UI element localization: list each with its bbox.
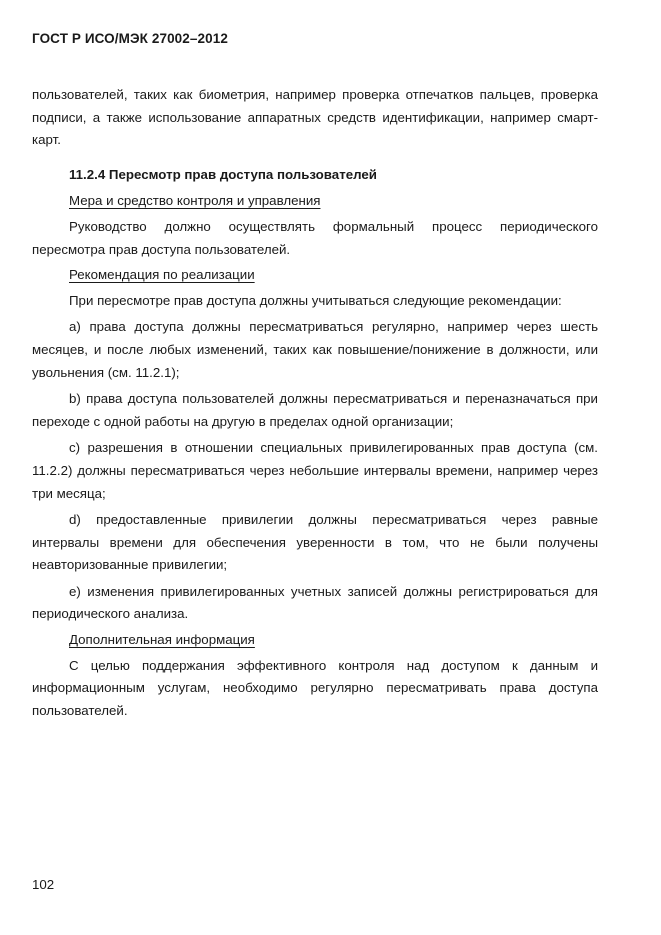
control-label: Мера и средство контроля и управления (69, 193, 321, 209)
list-item-a: a) права доступа должны пересматриваться регулярно, например через шесть месяцев, и после любых изменений, таких как повышение/понижение в должности, или увольнения (см. 11.2.1); (32, 319, 598, 380)
guidance-label: Рекомендация по реализации (69, 267, 255, 283)
intro-paragraph: пользователей, таких как биометрия, например проверка отпечатков пальцев, проверка подписи, а также использование аппаратных средств идентификации, например смарт-карт. (32, 87, 598, 148)
section-title: 11.2.4 Пересмотр прав доступа пользователей (69, 166, 377, 182)
guidance-lead-paragraph: При пересмотре прав доступа должны учитываться следующие рекомендации: (69, 292, 562, 308)
list-item-e: e) изменения привилегированных учетных записей должны регистрироваться для периодического анализа. (32, 583, 598, 622)
page-number: 102 (32, 877, 55, 892)
control-paragraph: Руководство должно осуществлять формальный процесс периодического пересмотра прав доступа пользователей. (32, 218, 598, 257)
list-item-b: b) права доступа пользователей должны пересматриваться и переназначаться при переходе с одной работы на другую в пределах одной организации; (32, 391, 598, 429)
info-paragraph: С целью поддержания эффективного контроля над доступом к данным и информационным услугам, необходимо регулярно пересматривать права доступа пользователей. (32, 657, 598, 718)
info-subheading (32, 629, 598, 652)
info-label: Дополнительная информация (69, 632, 255, 648)
guidance-subheading (32, 264, 598, 287)
control-subheading (32, 190, 598, 213)
standard-header: ГОСТ Р ИСО/МЭК 27002–2012 (32, 31, 228, 46)
page-content (32, 84, 598, 722)
list-item-d: d) предоставленные привилегии должны пересматриваться через равные интервалы времени для обеспечения уверенности в том, что не были получены неавторизованные привилегии; (32, 512, 598, 573)
list-item-c: c) разрешения в отношении специальных привилегированных прав доступа (см. 11.2.2) должны пересматриваться через небольшие интервалы времени, например через три месяца; (32, 440, 598, 501)
